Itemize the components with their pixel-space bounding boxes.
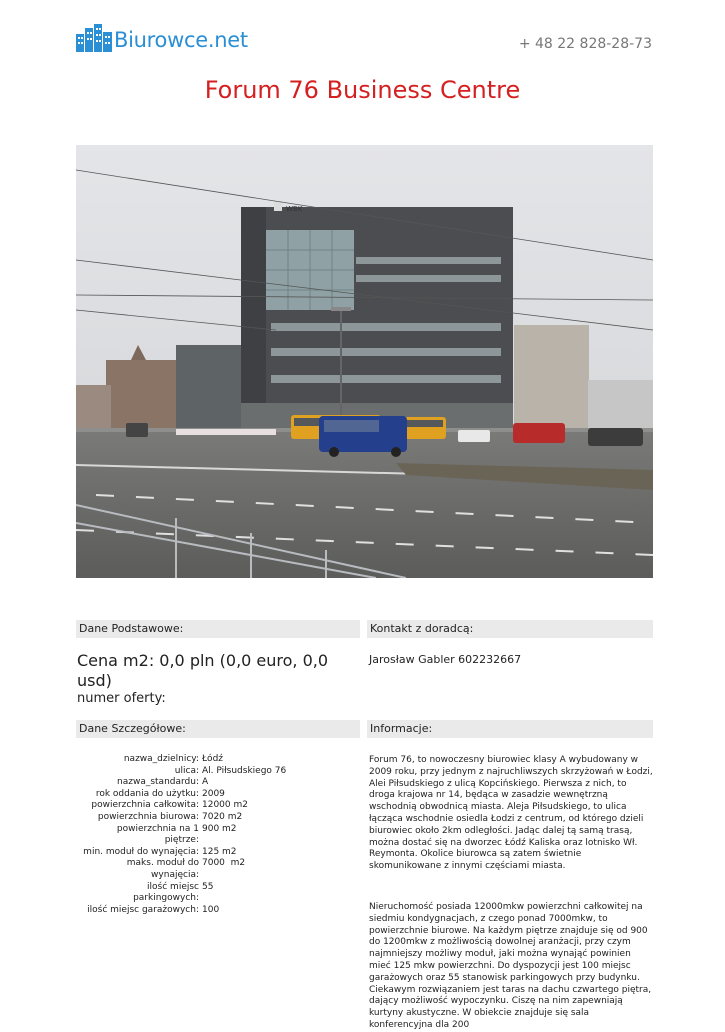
buildings-logo-icon (76, 24, 112, 52)
section-basic-header: Dane Podstawowe: (76, 620, 360, 638)
detail-row (80, 777, 360, 789)
section-info-header: Informacje: (367, 720, 653, 738)
detail-row (80, 824, 360, 847)
section-contact-header: Kontakt z doradcą: (367, 620, 653, 638)
detail-row (80, 847, 360, 859)
detail-value: 125 m2 (202, 846, 237, 857)
detail-row (80, 754, 360, 766)
detail-value: Łódź (202, 754, 224, 764)
detail-row (80, 812, 360, 824)
detail-value: A (202, 777, 209, 788)
detail-label: maks. moduł do wynajęcia: (126, 858, 199, 880)
detail-value: Al. Piłsudskiego 76 (202, 765, 287, 776)
detail-row (80, 800, 360, 812)
detail-row (80, 789, 360, 801)
detail-value: 100 (202, 904, 220, 915)
detail-label: ilość miejsc garażowych: (87, 904, 199, 915)
detail-row (80, 858, 360, 881)
detail-label: min. moduł do wynajęcia: (83, 846, 199, 857)
page-title: Forum 76 Business Centre (204, 76, 521, 104)
info-text (369, 755, 653, 1032)
building-photo (76, 145, 653, 578)
detail-value: 55 (202, 881, 214, 892)
detail-label: nazwa_dzielnicy: (123, 754, 199, 764)
building-sign: WBK (286, 205, 303, 213)
detail-value: 12000 m2 (202, 800, 248, 811)
details-table (80, 754, 360, 916)
site-logo[interactable] (76, 20, 248, 52)
detail-label: ulica: (174, 765, 199, 776)
detail-label: rok oddania do użytku: (95, 788, 199, 799)
detail-value: 7020 m2 (202, 811, 243, 822)
advisor-contact: Jarosław Gabler 602232667 (369, 653, 522, 666)
phone-number[interactable]: + 48 22 828-28-73 (518, 36, 652, 52)
detail-row (80, 882, 360, 905)
offer-number: numer oferty: (77, 691, 166, 706)
detail-label: powierzchnia biurowa: (97, 811, 199, 822)
detail-label: powierzchnia na 1 piętrze: (116, 823, 199, 846)
section-details-header: Dane Szczegółowe: (76, 720, 360, 738)
detail-value: 2009 (202, 788, 225, 799)
detail-label: ilość miejsc parkingowych: (133, 881, 199, 904)
logo-text: Biurowce.net (114, 28, 248, 52)
detail-row (80, 905, 360, 917)
price-text: Cena m2: 0,0 pln (0,0 euro, 0,0 usd) (77, 651, 329, 690)
info-paragraph: Forum 76, to nowoczesny biurowiec klasy A wybudowany w 2009 roku, przy jednym z najruchliwszych skrzyżowań w Łodzi, Alei Piłsudskiego z ulicą Kopcińskiego. Pierwsza z nich, to droga krajowa nr 14, będąca w zasadzie wewnętrzną wschodnią obwodnicą miasta. Aleja Piłsudskiego, to ulica łącząca wschodnie osiedla Łodzi z centrum, od którego dzieli biurowiec około 2km odległości. Jadąc dalej tą samą trasą, można dostać się na dworzec Łódź Kaliska oraz lotnisko Wł. Reymonta. Okolice biurowca są zatem świetnie skomunikowane z innymi częściami miasta. (369, 755, 653, 872)
detail-value: 900 m2 (202, 823, 237, 834)
detail-row (80, 766, 360, 778)
detail-label: powierzchnia całkowita: (91, 800, 199, 811)
detail-value: 7000 m2 (202, 858, 246, 869)
detail-label: nazwa_standardu: (117, 777, 199, 788)
info-paragraph: Nieruchomość posiada 12000mkw powierzchni całkowitej na siedmiu kondygnacjach, z czego ponad 7000mkw, to powierzchnie biurowe. Na każdym piętrze znajduje się od 900 do 1200mkw z możliwością dowolnej aranżacji, przy czym najmniejszy możliwy moduł, jaki można wynająć powinien mieć 125 mkw powierzchni. Do dyspozycji jest 100 miejsc garażowych oraz 55 stanowisk parkingowych przy budynku. Ciekawym rozwiązaniem jest taras na dachu czwartego piętra, dający możliwość wypoczynku. Ciszę na nim zapewniają kurtyny akustyczne. W obiekcie znajduje się sala konferencyjna dla 200 (369, 901, 652, 1030)
